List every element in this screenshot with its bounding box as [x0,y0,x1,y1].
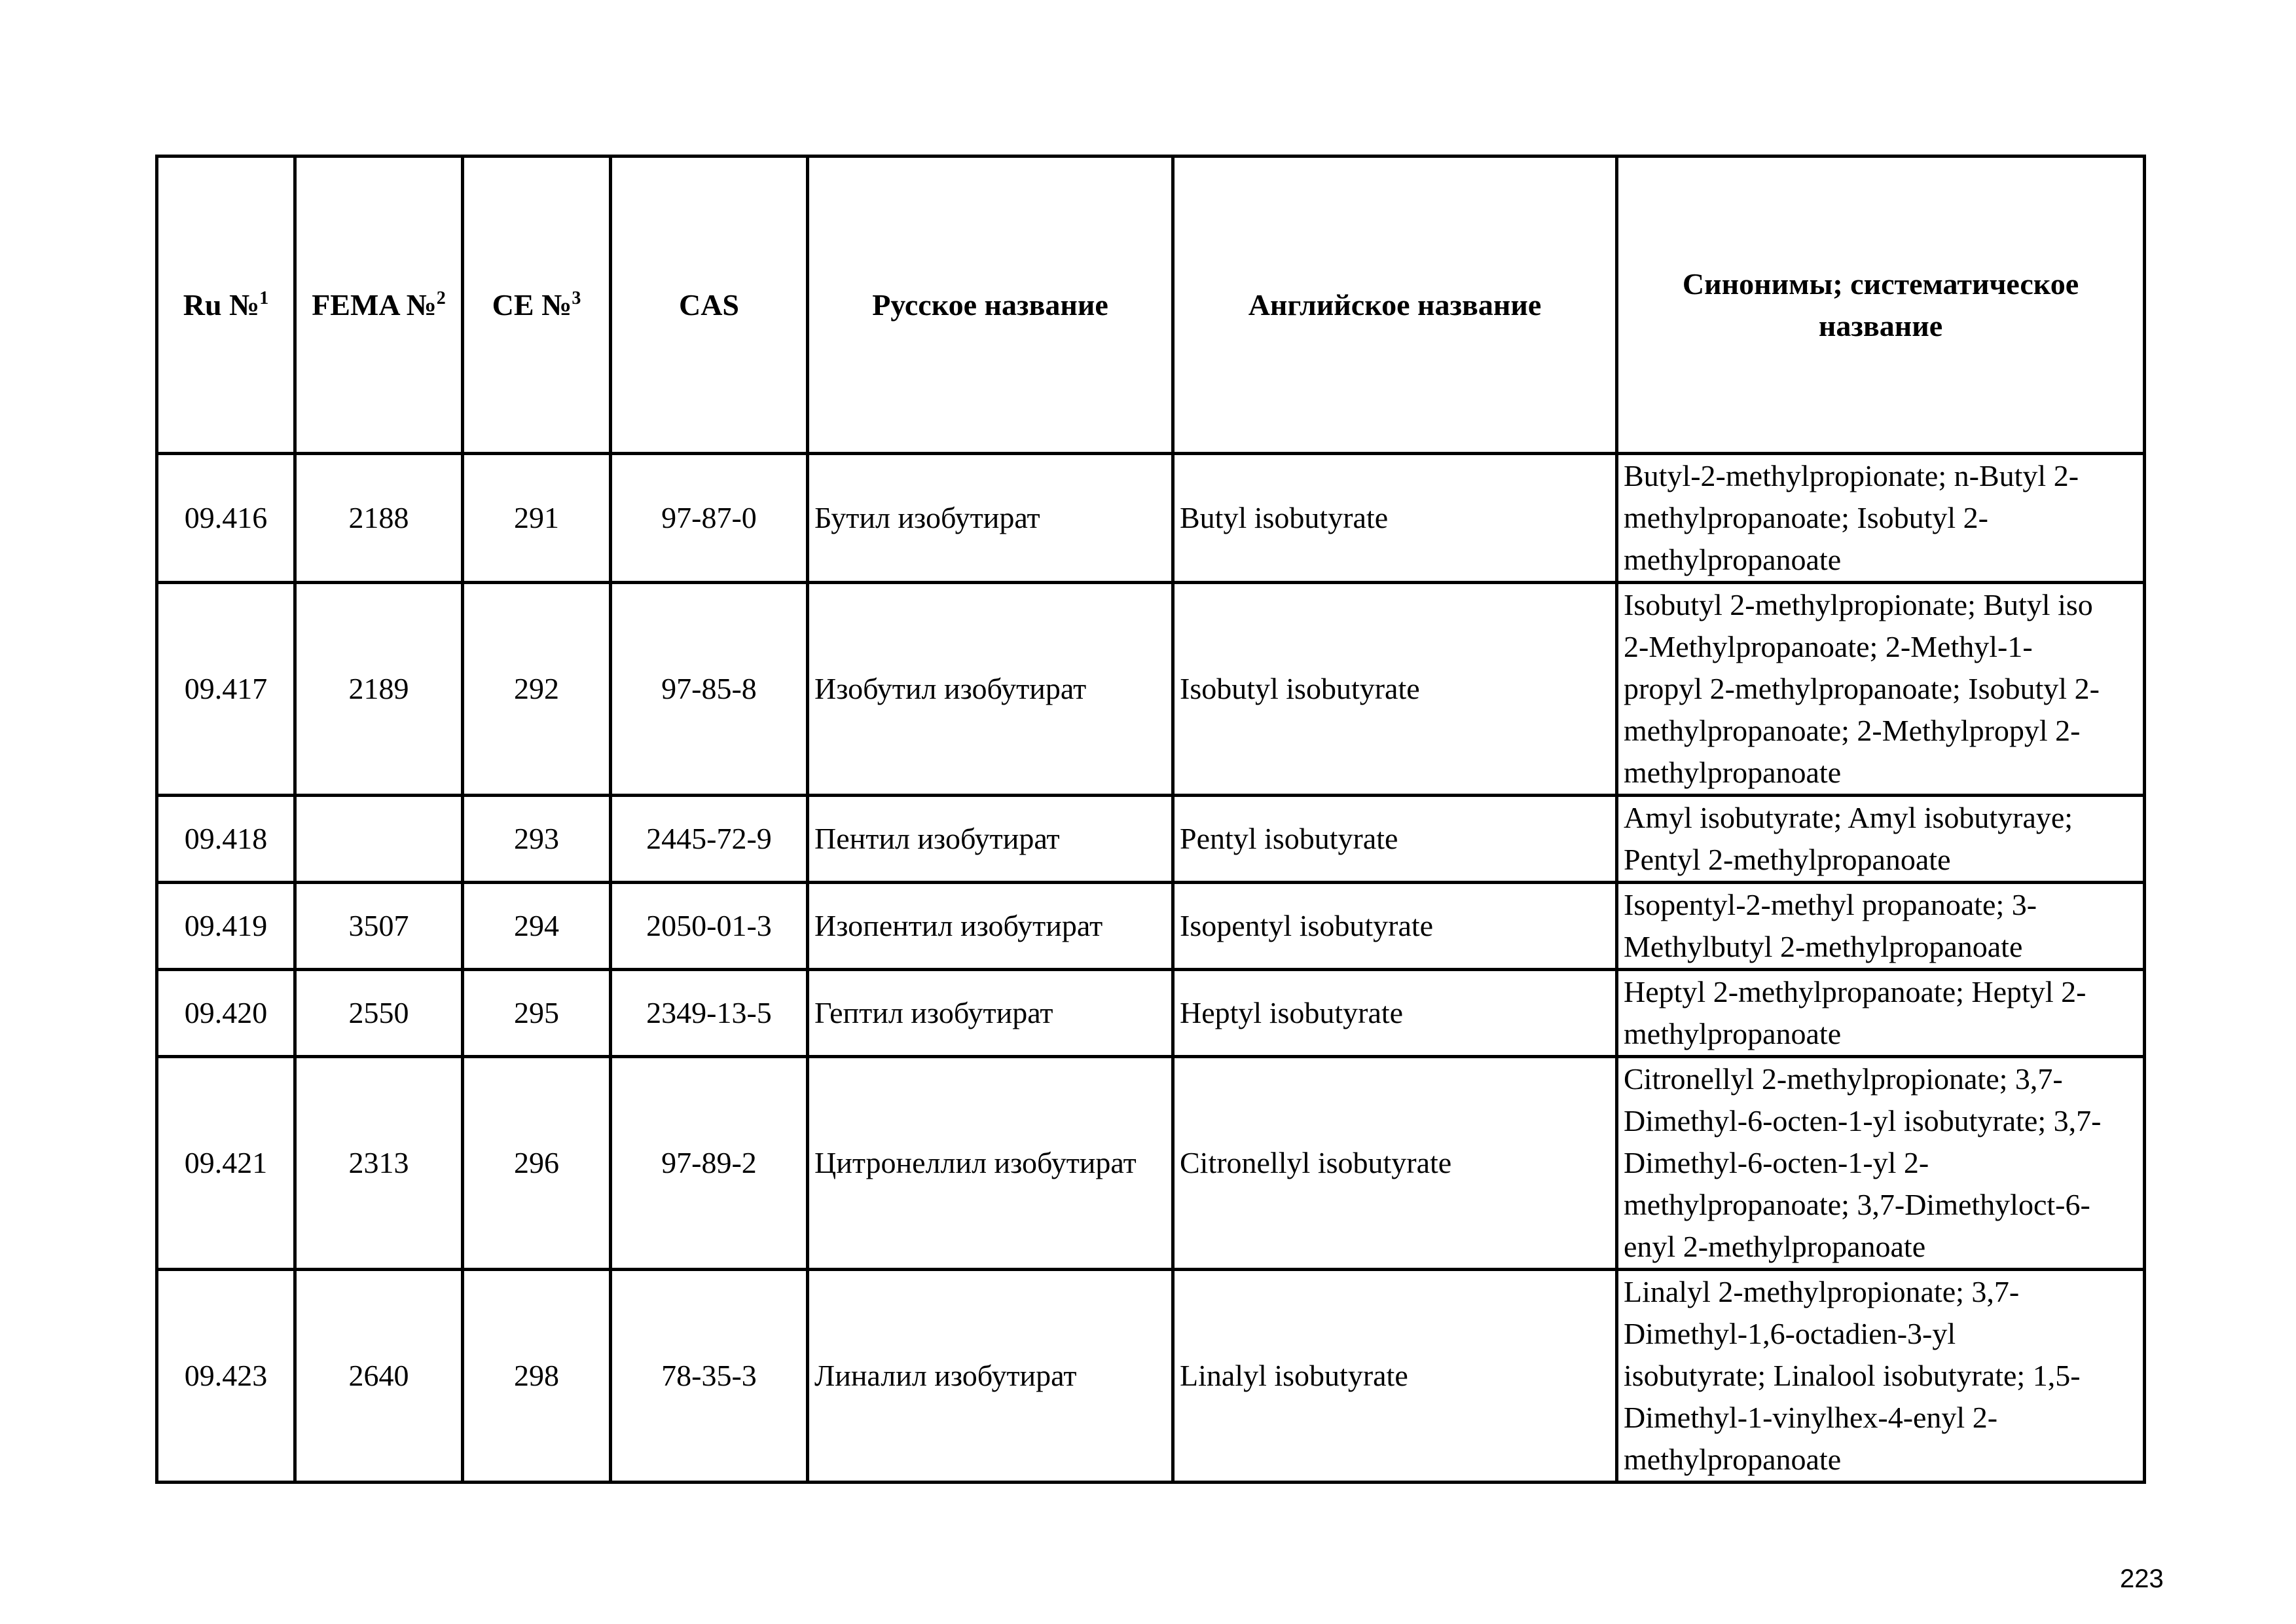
header-english-name: Английское название [1173,157,1617,454]
cell-ce-no: 291 [463,454,611,583]
cell-cas: 97-85-8 [611,583,808,796]
synonym-line: Isobutyl 2-methylpropionate; Butyl iso [1624,588,2093,621]
synonym-line: Methylbutyl 2-methylpropanoate [1624,930,2023,963]
cell-fema-no: 2188 [295,454,463,583]
synonym-line: Citronellyl 2-methylpropionate; 3,7- [1624,1062,2063,1096]
synonym-line: methylpropanoate; Isobutyl 2- [1624,501,1988,534]
synonym-line: Dimethyl-6-octen-1-yl isobutyrate; 3,7- [1624,1104,2102,1137]
cell-russian-name: Бутил изобутират [808,454,1173,583]
cell-synonyms [1617,883,2145,970]
cell-russian-name: Линалил изобутират [808,1270,1173,1483]
table-row [157,1270,2145,1483]
cell-russian-name: Гептил изобутират [808,970,1173,1057]
cell-ru-no: 09.419 [157,883,295,970]
table-row [157,796,2145,883]
cell-english-name: Isobutyl isobutyrate [1173,583,1617,796]
synonym-line: 2-Methylpropanoate; 2-Methyl-1- [1624,630,2033,663]
cell-ru-no: 09.417 [157,583,295,796]
cell-cas: 2050-01-3 [611,883,808,970]
header-cas: CAS [611,157,808,454]
cell-english-name: Citronellyl isobutyrate [1173,1057,1617,1270]
synonym-line: methylpropanoate; 2-Methylpropyl 2- [1624,714,2081,747]
cell-synonyms [1617,454,2145,583]
cell-ru-no: 09.423 [157,1270,295,1483]
header-russian-name: Русское название [808,157,1173,454]
cell-ce-no: 296 [463,1057,611,1270]
cell-fema-no: 2189 [295,583,463,796]
header-fema-no: FEMA №$^2$ [295,157,463,454]
cell-ce-no: 295 [463,970,611,1057]
cell-ru-no: 09.420 [157,970,295,1057]
cell-english-name: Isopentyl isobutyrate [1173,883,1617,970]
header-ru-no: Ru №$^1$ [157,157,295,454]
synonym-line: isobutyrate; Linalool isobutyrate; 1,5- [1624,1359,2081,1392]
synonym-line: Dimethyl-6-octen-1-yl 2- [1624,1146,1929,1179]
synonym-line: propyl 2-methylpropanoate; Isobutyl 2- [1624,672,2100,705]
synonym-line: methylpropanoate [1624,543,1842,576]
flavoring-substances-table [155,155,2146,1484]
synonym-line: Amyl isobutyrate; Amyl isobutyraye; [1624,801,2073,834]
cell-english-name: Heptyl isobutyrate [1173,970,1617,1057]
table-row [157,1057,2145,1270]
cell-ce-no: 294 [463,883,611,970]
cell-ce-no: 293 [463,796,611,883]
cell-synonyms [1617,796,2145,883]
synonym-line: Isopentyl-2-methyl propanoate; 3- [1624,888,2037,921]
table-row [157,454,2145,583]
cell-ru-no: 09.416 [157,454,295,583]
table-row [157,883,2145,970]
table-row [157,970,2145,1057]
cell-ce-no: 292 [463,583,611,796]
synonym-line: Dimethyl-1,6-octadien-3-yl [1624,1317,1956,1350]
cell-synonyms [1617,583,2145,796]
synonym-line: Dimethyl-1-vinylhex-4-enyl 2- [1624,1401,1998,1434]
table-row [157,583,2145,796]
page-number: 223 [2120,1564,2164,1593]
cell-synonyms [1617,1270,2145,1483]
cell-cas: 97-87-0 [611,454,808,583]
cell-ce-no: 298 [463,1270,611,1483]
synonym-line: enyl 2-methylpropanoate [1624,1230,1926,1263]
cell-fema-no: 2640 [295,1270,463,1483]
cell-synonyms [1617,1057,2145,1270]
synonym-line: Pentyl 2-methylpropanoate [1624,843,1951,876]
table-header-row [157,157,2145,454]
cell-english-name: Linalyl isobutyrate [1173,1270,1617,1483]
synonym-line: Butyl-2-methylpropionate; n-Butyl 2- [1624,459,2079,492]
cell-fema-no [295,796,463,883]
cell-fema-no: 3507 [295,883,463,970]
synonym-line: methylpropanoate [1624,1017,1842,1050]
cell-synonyms [1617,970,2145,1057]
header-ce-no: CE №$^3$ [463,157,611,454]
cell-english-name: Pentyl isobutyrate [1173,796,1617,883]
cell-russian-name: Цитронеллил изобутират [808,1057,1173,1270]
synonym-line: methylpropanoate; 3,7-Dimethyloct-6- [1624,1188,2090,1221]
synonym-line: Heptyl 2-methylpropanoate; Heptyl 2- [1624,975,2086,1008]
synonym-line: methylpropanoate [1624,1443,1842,1476]
synonym-line: Linalyl 2-methylpropionate; 3,7- [1624,1275,2020,1308]
cell-russian-name: Изопентил изобутират [808,883,1173,970]
cell-cas: 2349-13-5 [611,970,808,1057]
header-synonyms: Синонимы; систематическое название [1617,157,2145,454]
cell-cas: 2445-72-9 [611,796,808,883]
cell-russian-name: Изобутил изобутират [808,583,1173,796]
cell-ru-no: 09.421 [157,1057,295,1270]
cell-fema-no: 2313 [295,1057,463,1270]
cell-cas: 97-89-2 [611,1057,808,1270]
cell-russian-name: Пентил изобутират [808,796,1173,883]
synonym-line: methylpropanoate [1624,756,1842,789]
cell-ru-no: 09.418 [157,796,295,883]
cell-english-name: Butyl isobutyrate [1173,454,1617,583]
cell-cas: 78-35-3 [611,1270,808,1483]
table-body [157,454,2145,1483]
cell-fema-no: 2550 [295,970,463,1057]
